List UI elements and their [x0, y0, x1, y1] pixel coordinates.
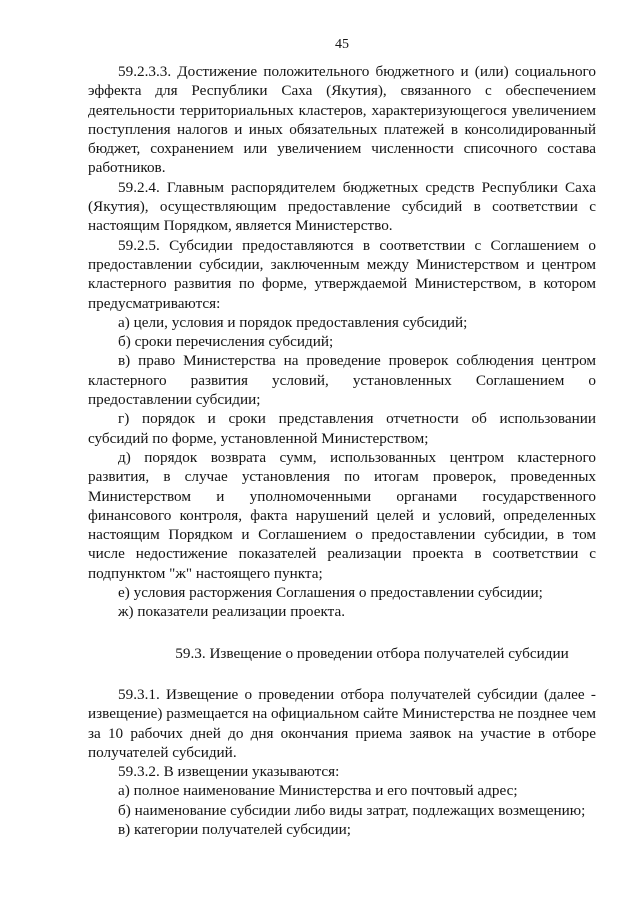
notice-item-v: в) категории получателей субсидии; [118, 820, 352, 838]
list-item-e: е) условия расторжения Соглашения о предоставлении субсидии; [118, 584, 543, 602]
page-number: 45 [335, 37, 349, 52]
document-page [88, 0, 596, 905]
list-item-d: д) порядок возврата сумм, использованных центром кластерного развития, в случае установления по итогам проверок, проведенных Министерством и уполномоченными органами государственного финансового контроля, факта нарушений целей и условий, определенных настоящим Порядком и Соглашением о предоставлении субсидии, в том числе недостижение показателей реализации проекта в соответствии с подпунктом "ж" настоящего пункта; [88, 448, 596, 582]
section-heading: 59.3. Извещение о проведении отбора получателей субсидии [175, 644, 569, 662]
paragraph-59-3-2: 59.3.2. В извещении указываются: [118, 763, 340, 781]
paragraph-59-2-3-3: 59.2.3.3. Достижение положительного бюджетного и (или) социального эффекта для Республики Саха (Якутия), связанного с обеспечением деятельности территориальных кластеров, характеризующегося увеличением поступления налогов и иных обязательных платежей в консолидированный бюджет, сохранением или увеличением численности списочного состава работников. [88, 63, 596, 177]
paragraph-59-2-5: 59.2.5. Субсидии предоставляются в соответствии с Соглашением о предоставлении субсидии, заключенным между Министерством и центром кластерного развития по форме, утверждаемой Министерством, в котором предусматриваются: [88, 236, 596, 312]
paragraph-59-2-4: 59.2.4. Главным распорядителем бюджетных средств Республики Саха (Якутия), осуществляющим предоставление субсидий в соответствии с настоящим Порядком, является Министерство. [88, 178, 596, 235]
paragraph-59-3-1: 59.3.1. Извещение о проведении отбора получателей субсидии (далее - извещение) размещается на официальном сайте Министерства не позднее чем за 10 рабочих дней до дня окончания приема заявок на участие в отборе получателей субсидий. [88, 685, 596, 761]
list-item-g: г) порядок и сроки представления отчетности об использовании субсидий по форме, установленной Министерством; [88, 410, 596, 447]
list-item-a: а) цели, условия и порядок предоставления субсидий; [118, 313, 468, 331]
list-item-b: б) сроки перечисления субсидий; [118, 333, 334, 351]
list-item-v: в) право Министерства на проведение проверок соблюдения центром кластерного развития условий, установленных Соглашением о предоставлении субсидии; [88, 352, 596, 409]
notice-item-b: б) наименование субсидии либо виды затрат, подлежащих возмещению; [118, 801, 586, 819]
document-body [88, 62, 596, 839]
notice-item-a: а) полное наименование Министерства и его почтовый адрес; [118, 782, 518, 800]
list-item-zh: ж) показатели реализации проекта. [118, 603, 345, 621]
